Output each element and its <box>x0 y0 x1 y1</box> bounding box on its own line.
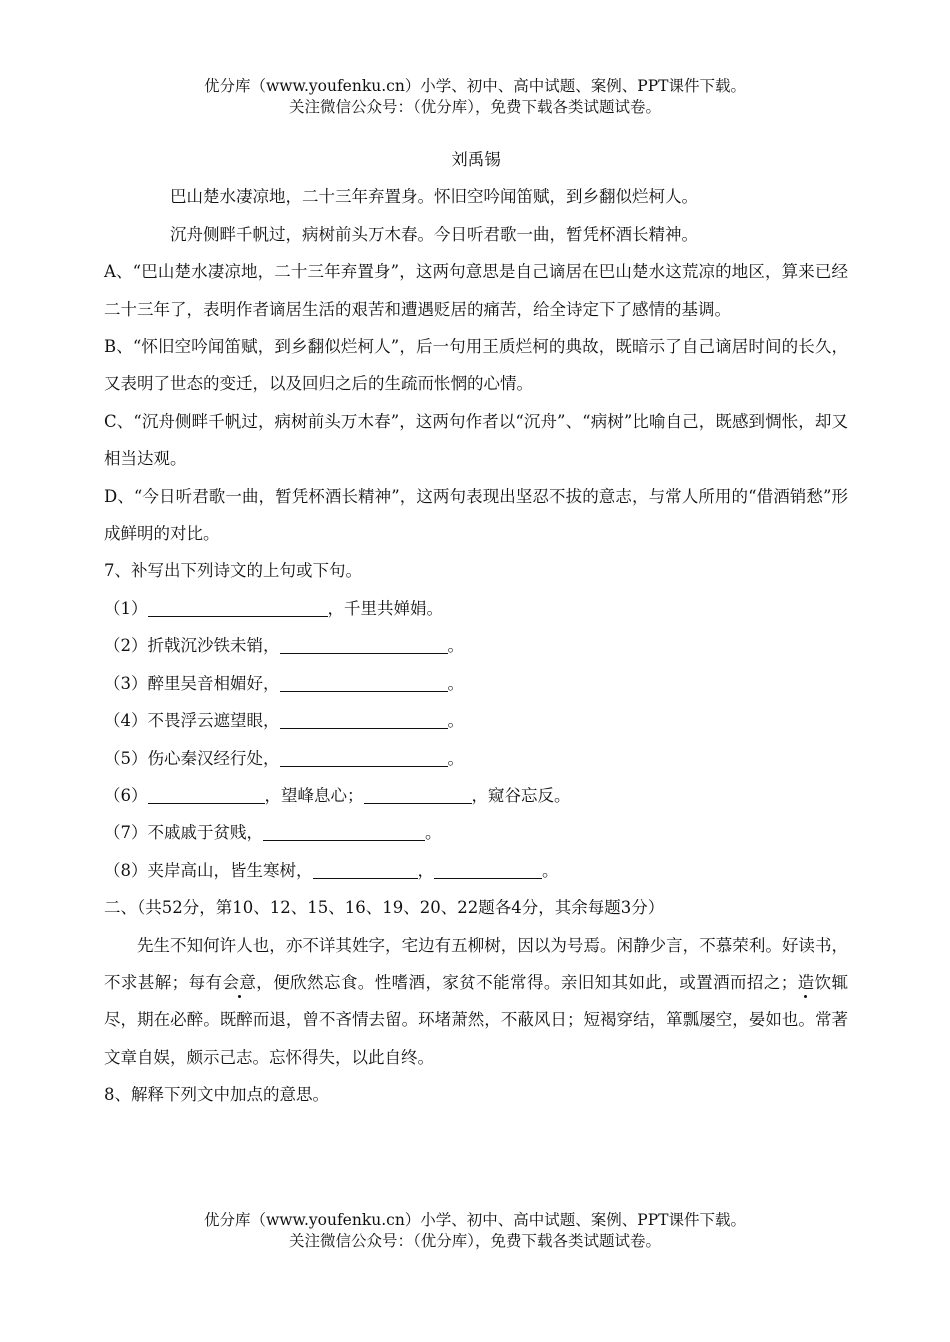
page-content <box>104 141 848 1114</box>
answer-blank[interactable] <box>280 711 448 729</box>
answer-blank[interactable] <box>280 749 448 767</box>
dotted-word-huiyi: 会意 <box>222 972 257 992</box>
q7-item-3-number: （3） <box>104 673 148 693</box>
q7-item-7-number: （7） <box>104 823 148 843</box>
page-header <box>0 76 950 118</box>
q7-item-1-number: （1） <box>104 598 148 618</box>
option-c: C、“沉舟侧畔千帆过，病树前头万木春”，这两句作者以“沉舟”、“病树”比喻自己，既感到惆怅，却又相当达观。 <box>104 411 848 469</box>
q7-item-8-text: 夹岸高山，皆生寒树， <box>147 860 313 880</box>
q7-item-6-mid: ，望峰息心； <box>264 785 364 805</box>
page-footer <box>0 1210 950 1252</box>
q7-item-6-number: （6） <box>104 785 148 805</box>
passage <box>104 927 848 1077</box>
option-b: B、“怀旧空吟闻笛赋，到乡翻似烂柯人”，后一句用王质烂柯的典故，既暗示了自己谪居时间的长久，又表明了世态的变迁，以及回归之后的生疏而怅惘的心情。 <box>104 337 848 394</box>
q7-item-3-text: 醉里吴音相媚好， <box>147 673 280 693</box>
answer-blank[interactable] <box>148 599 328 617</box>
q7-item-7-end: 。 <box>425 823 442 843</box>
q7-item-5-number: （5） <box>104 748 148 768</box>
q7-item-2-number: （2） <box>104 636 148 656</box>
q7-item-1-text: ，千里共婵娟。 <box>327 598 443 618</box>
q7-item-4-text: 不畏浮云遮望眼， <box>147 711 280 731</box>
footer-line-1: 优分库（www.youfenku.cn）小学、初中、高中试题、案例、PPT课件下载。 <box>203 1211 747 1229</box>
q7-item-7-text: 不戚戚于贫贱， <box>147 823 263 843</box>
answer-blank[interactable] <box>148 786 265 804</box>
question-7-title: 7、补写出下列诗文的上句或下句。 <box>104 561 362 581</box>
q7-item-4-number: （4） <box>104 711 148 731</box>
passage-part-1: 先生不知何许人也，亦不详其姓字，宅边有五柳树，因以为号焉。闲静少言，不慕荣利。好读书，不求甚解；每有 <box>104 935 848 992</box>
q7-item-8-number: （8） <box>104 860 148 880</box>
header-line-1: 优分库（www.youfenku.cn）小学、初中、高中试题、案例、PPT课件下载。 <box>203 77 747 95</box>
poem-line-1: 巴山楚水凄凉地，二十三年弃置身。怀旧空吟闻笛赋，到乡翻似烂柯人。 <box>170 187 698 207</box>
q7-item-2-text: 折戟沉沙铁未销， <box>147 636 280 656</box>
answer-blank[interactable] <box>313 861 418 879</box>
question-8-title: 8、解释下列文中加点的意思。 <box>104 1085 329 1105</box>
q7-item-2 <box>104 627 848 664</box>
q7-item-8-mid: ， <box>417 860 434 880</box>
passage-part-2: ，便欣然忘食。性嗜酒，家贫不能常得。亲旧知其如此，或置酒而招之； <box>256 972 798 992</box>
option-a: A、“巴山楚水凄凉地，二十三年弃置身”，这两句意思是自己谪居在巴山楚水这荒凉的地区，算来已经二十三年了，表明作者谪居生活的艰苦和遭遇贬居的痛苦，给全诗定下了感情的基调。 <box>104 262 848 319</box>
q7-item-3-end: 。 <box>447 673 464 693</box>
answer-blank[interactable] <box>280 636 448 654</box>
q7-item-4-end: 。 <box>447 711 464 731</box>
section-2-heading: 二、（共52分，第10、12、15、16、19、20、22题各4分，其余每题3分） <box>104 898 665 918</box>
q7-item-5-text: 伤心秦汉经行处， <box>147 748 280 768</box>
option-d: D、“今日听君歌一曲，暂凭杯酒长精神”，这两句表现出坚忍不拔的意志，与常人所用的“借酒销愁”形成鲜明的对比。 <box>104 486 848 544</box>
q7-item-6 <box>104 777 848 814</box>
passage-part-3: 饮辄尽，期在必醉。既醉而退，曾不吝情去留。环堵萧然，不蔽风日；短褐穿结，箪瓢屡空，晏如也。常著文章自娱，颇示己志。忘怀得失，以此自终。 <box>104 972 849 1067</box>
poem-line-2: 沉舟侧畔千帆过，病树前头万木春。今日听君歌一曲，暂凭杯酒长精神。 <box>170 224 698 244</box>
q7-item-2-end: 。 <box>447 636 464 656</box>
q7-item-4 <box>104 702 848 739</box>
q7-item-7 <box>104 814 848 851</box>
q7-item-8 <box>104 852 848 889</box>
answer-blank[interactable] <box>263 823 425 841</box>
answer-blank[interactable] <box>280 674 448 692</box>
q7-item-1 <box>104 590 848 627</box>
q7-item-5-end: 。 <box>447 748 464 768</box>
poem-author: 刘禹锡 <box>451 150 501 169</box>
q7-item-8-end: 。 <box>542 860 559 880</box>
footer-line-2: 关注微信公众号：（优分库），免费下载各类试题试卷。 <box>288 1232 661 1250</box>
q7-item-6-end: ，窥谷忘反。 <box>471 785 571 805</box>
dotted-word-zao: 造 <box>797 972 815 992</box>
q7-item-5 <box>104 740 848 777</box>
answer-blank[interactable] <box>434 861 542 879</box>
q7-item-3 <box>104 665 848 702</box>
header-line-2: 关注微信公众号：（优分库），免费下载各类试题试卷。 <box>288 98 661 116</box>
answer-blank[interactable] <box>364 786 472 804</box>
